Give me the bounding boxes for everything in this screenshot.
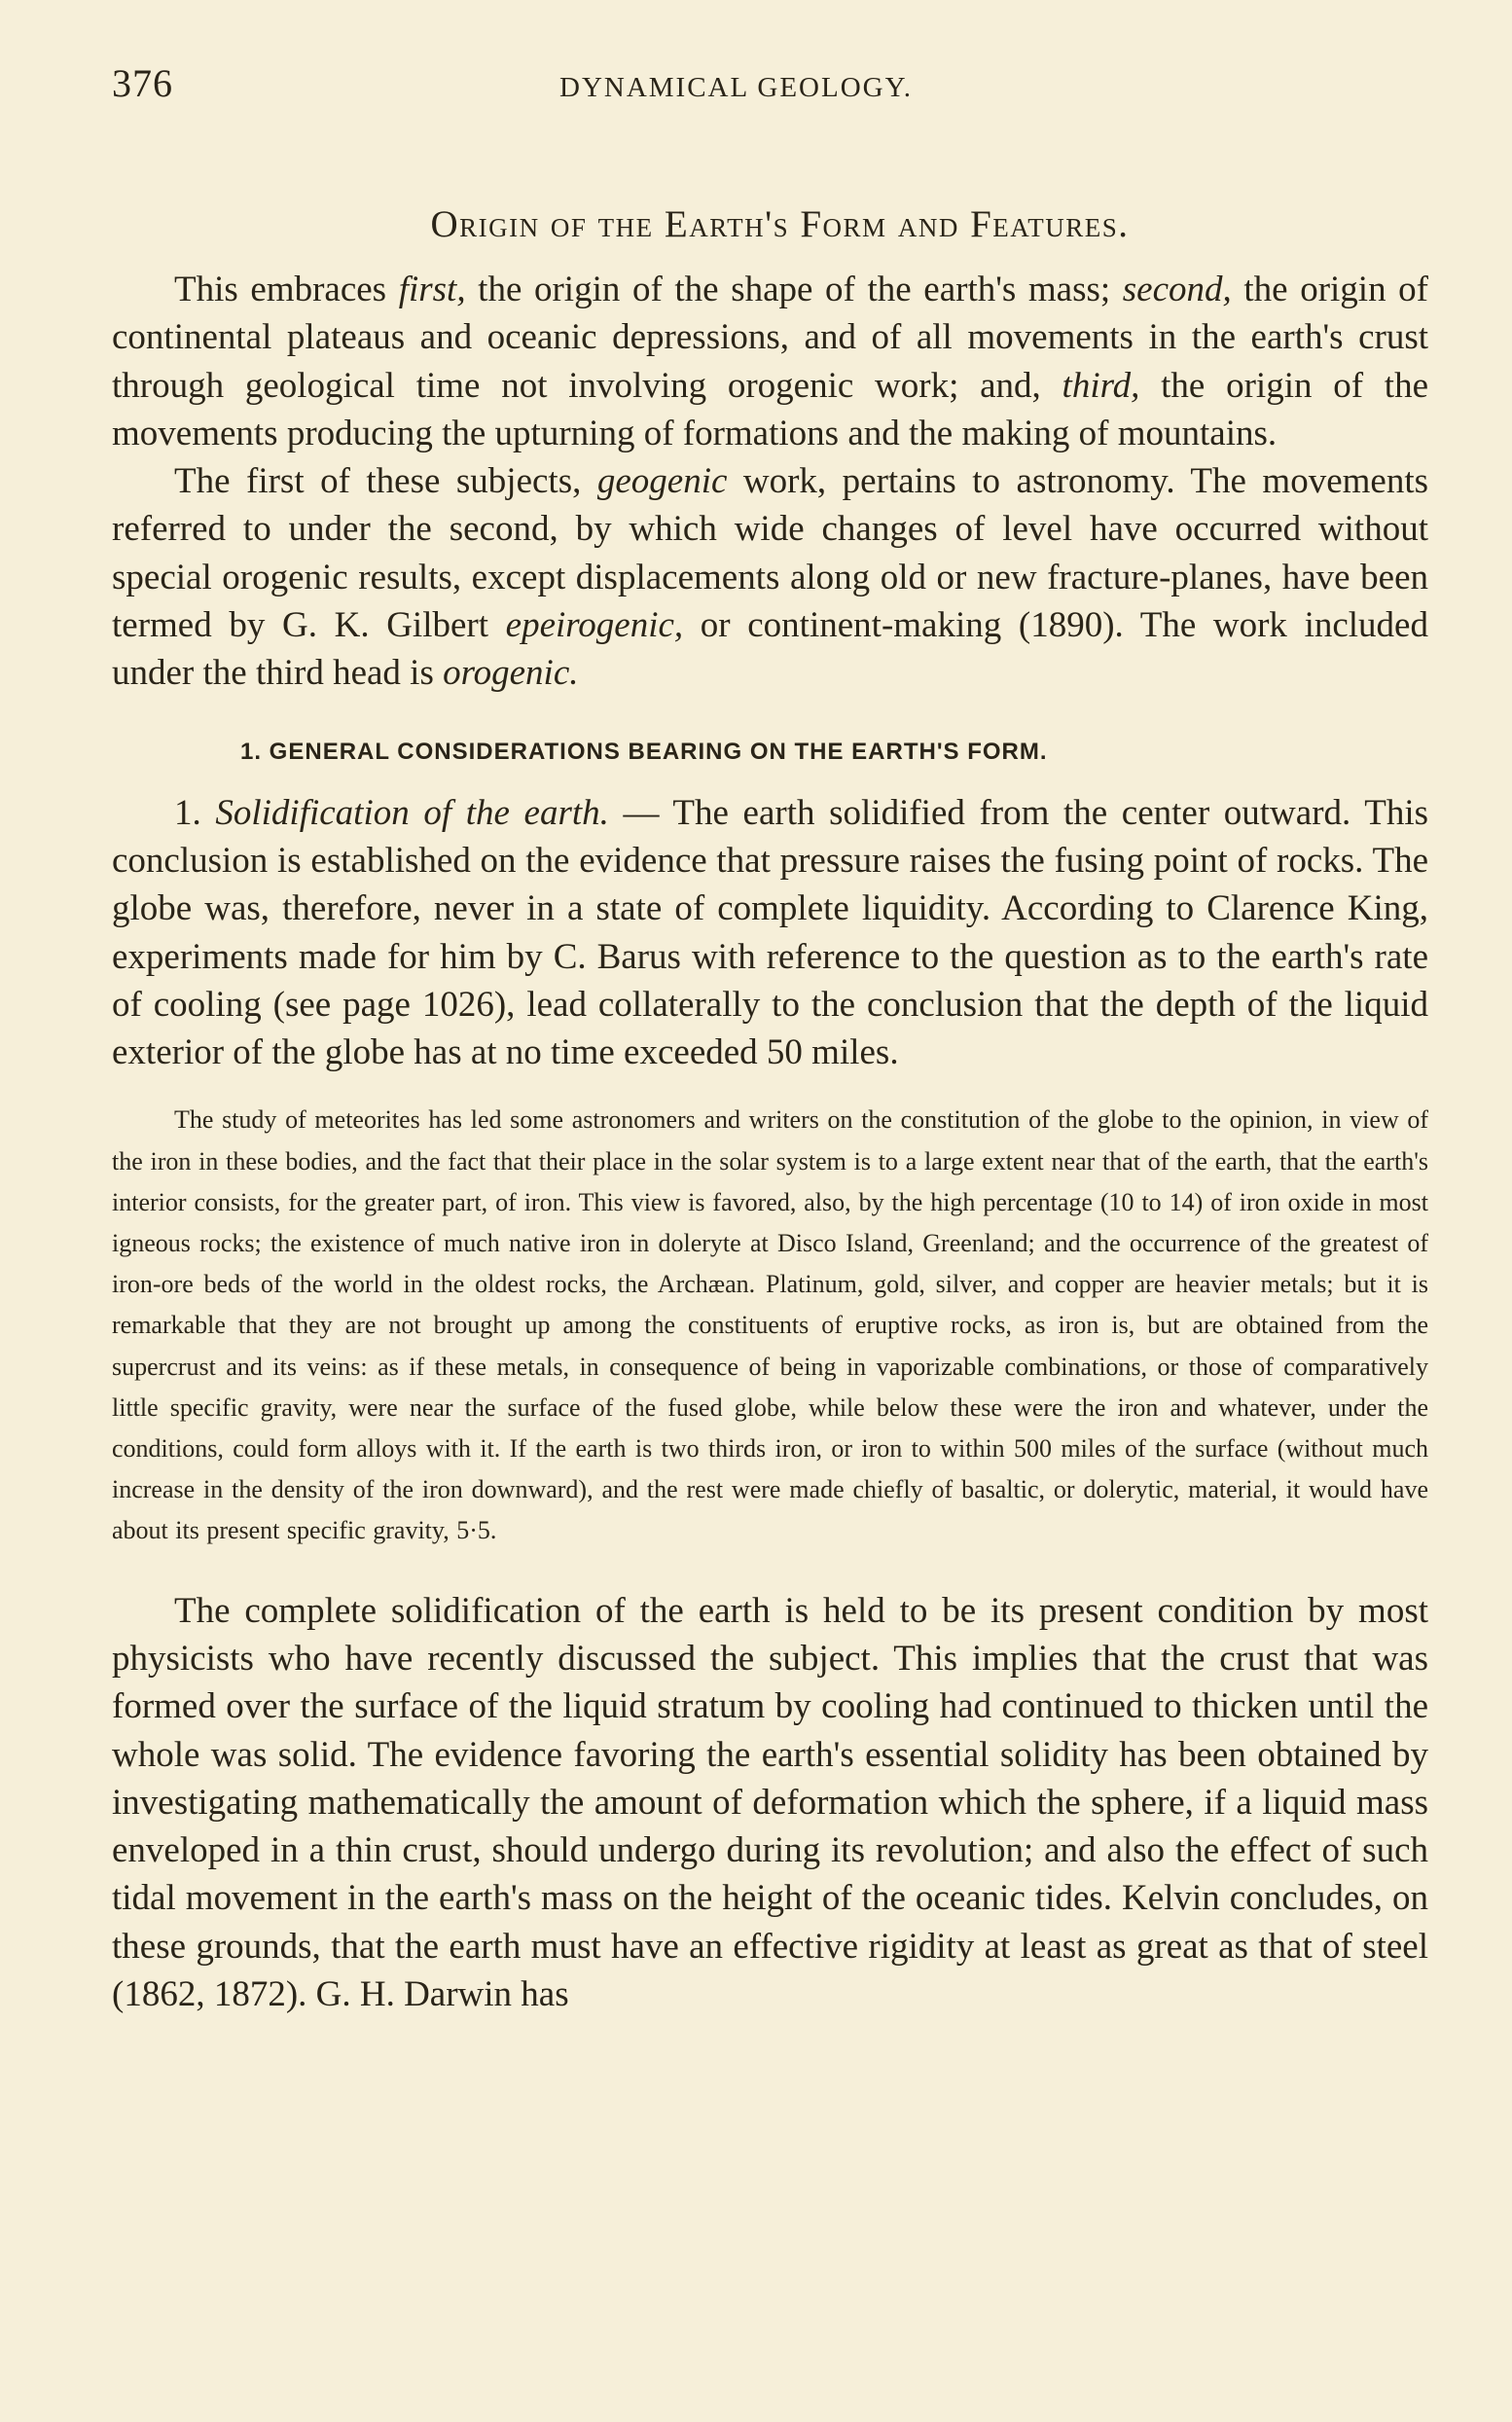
- section-title: Origin of the Earth's Form and Features.: [430, 203, 1130, 245]
- term-epeirogenic: epeirogenic,: [505, 605, 684, 646]
- closing-paragraph: The complete solidification of the earth is held to be its present condition by most physicists who have recently discussed the subject. This implies that the crust that was formed over the surface of the liquid stratum by cooling had continued to thicken until the whole was solid. The evidence favoring the earth's essential solidity has been obtained by investigating mathematically the amount of deformation which the sphere, if a liquid mass enveloped in a thin crust, should undergo during its revolution; and also the effect of such tidal movement in the earth's mass on the height of the oceanic tides. Kelvin concludes, on these grounds, that the earth must have an effective rigidity at least as great as that of steel (1862, 1872). G. H. Darwin has: [112, 1590, 1428, 2015]
- term-orogenic: orogenic.: [443, 653, 579, 694]
- running-title: DYNAMICAL GEOLOGY.: [559, 72, 914, 103]
- small-print-note: The study of meteorites has led some astronomers and writers on the constitution of the globe to the opinion, in view of the iron in these bodies, and the fact that their place in the solar system is to a large extent near that of the earth, that the earth's interior consists, for the greater part, of iron. This view is favored, also, by the high percentage (10 to 14) of iron oxide in most igneous rocks; the existence of much native iron in doleryte at Disco Island, Greenland; and the occurrence of the greatest of iron-ore beds of the world in the oldest rocks, the Archæan. Platinum, gold, silver, and copper are heavier metals; but it is remarkable that they are not brought up among the constituents of eruptive rocks, as iron is, but are obtained from the supercrust and its veins: as if these metals, in consequence of being in vaporizable combinations, or those of comparatively little specific gravity, were near the surface of the fused globe, while below these were the iron and whatever, under the conditions, could form alloys with it. If the earth is two thirds iron, or iron to within 500 miles of the surface (without much increase in the density of the iron downward), and the rest were made chiefly of basaltic, or dolerytic, material, it would have about its present specific gravity, 5·5.: [112, 1105, 1428, 1545]
- item-number: 1.: [174, 792, 216, 833]
- running-head: [112, 60, 1428, 119]
- emphasis-third: third,: [1062, 365, 1140, 406]
- intro-paragraph-1: This embraces first, the origin of the shape of the earth's mass; second, the origin of continental plateaus and oceanic depressions, and of all movements in the earth's crust through geological time not involving orogenic work; and, third, the origin of the movements producing the upturning of formations and the making of mountains.: [112, 270, 1429, 453]
- item-solidification: 1. Solidification of the earth. — The earth solidified from the center outward. This conclusion is established on the evidence that pressure raises the fusing point of rocks. The globe was, therefore, never in a state of complete liquidity. According to Clarence King, experiments made for him by C. Barus with reference to the question as to the earth's rate of cooling (see page 1026), lead collaterally to the conclusion that the depth of the liquid exterior of the globe has at no time exceeded 50 miles.: [112, 792, 1428, 1073]
- page-number: 376: [112, 61, 173, 105]
- intro-paragraph-2: The first of these subjects, geogenic work, pertains to astronomy. The movements referred to under the second, by which wide changes of level have occurred without special orogenic results, except displacements along old or new fracture-planes, have been termed by G. K. Gilbert epeirogenic, or continent-making (1890). The work included under the third head is orogenic.: [112, 461, 1429, 694]
- term-geogenic: geogenic: [596, 461, 728, 502]
- item-title: Solidification of the earth.: [215, 792, 609, 833]
- emphasis-first: first,: [398, 270, 466, 309]
- emphasis-second: second,: [1122, 270, 1232, 309]
- subsection-heading: 1. GENERAL CONSIDERATIONS BEARING ON THE EARTH'S FORM.: [240, 738, 1048, 765]
